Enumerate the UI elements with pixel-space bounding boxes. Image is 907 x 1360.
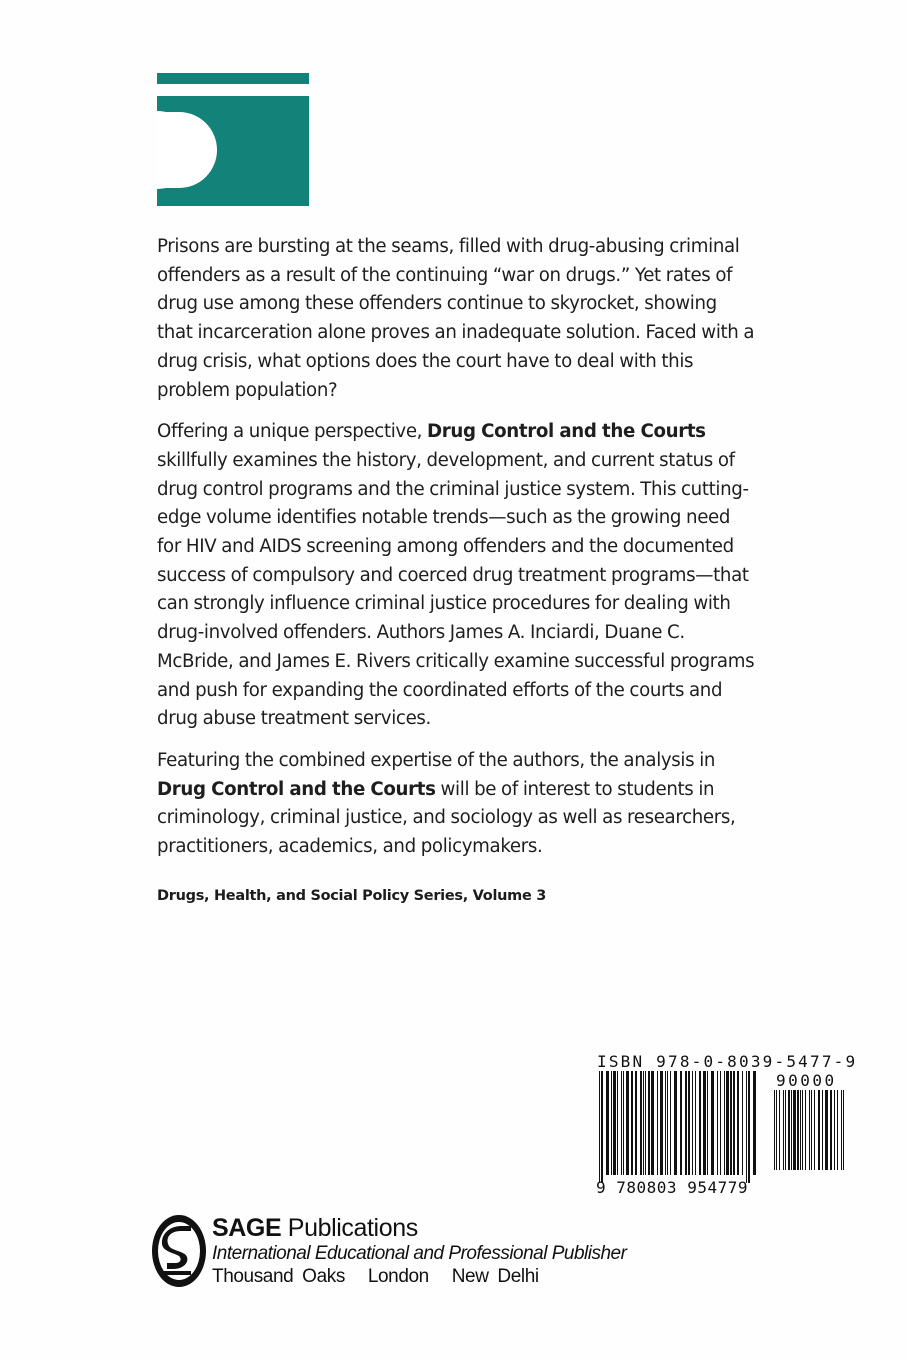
barcode-bar [645, 1071, 646, 1175]
barcode-bar [717, 1071, 718, 1175]
p2-text-pre: Offering a unique perspective, [157, 421, 428, 443]
p3-text-post: will be of interest to students in criminology, criminal justice, and sociology as well as researchers, practitioners, academics, and policymakers. [157, 778, 736, 858]
barcode-bar [611, 1071, 612, 1175]
barcode-bar [651, 1071, 654, 1175]
barcode-bar [640, 1071, 642, 1175]
barcode-bar [811, 1090, 812, 1170]
barcode-bar [797, 1090, 799, 1170]
p2-text-post: skillfully examines the history, development, and current status of drug control programs and the criminal justice system. This cutting-edge volume identifies notable trends—such as the growing need for HIV and AIDS screening among offenders and the documented success of compulsory and coerced drug treatment programs—that can strongly influence criminal justice procedures for dealing with drug-involved offenders. Authors James A. Inciardi, Duane C. McBride, and James E. Rivers critically examine successful programs and push for expanding the coordinated efforts of the courts and drug abuse treatment services. [157, 449, 755, 730]
barcode-bar [617, 1071, 618, 1175]
barcode-bar [793, 1090, 796, 1170]
barcode-bar [635, 1071, 637, 1175]
barcode-bar [724, 1071, 725, 1175]
publisher-name-bold: SAGE [212, 1214, 282, 1242]
barcode-bar [776, 1090, 777, 1170]
barcode-bar [599, 1071, 600, 1183]
publisher-name-rest: Publications [281, 1214, 418, 1242]
barcode-bar [685, 1071, 687, 1175]
barcode-bar [711, 1071, 714, 1175]
p3-text-pre: Featuring the combined expertise of the authors, the analysis in [157, 749, 716, 771]
barcode-bar [621, 1071, 622, 1175]
barcode-bar [720, 1071, 721, 1175]
barcode-bar [748, 1071, 750, 1183]
barcode-bar [791, 1090, 792, 1170]
barcode-bar [774, 1090, 775, 1170]
barcode-bar [670, 1071, 671, 1175]
barcode-bar [737, 1071, 739, 1175]
city: London [367, 1266, 429, 1287]
book-title: Drug Control and the Courts [427, 421, 706, 443]
barcode-bar [841, 1090, 842, 1170]
barcode-bar [834, 1090, 835, 1170]
teal-square-half-circle-icon [157, 73, 309, 206]
publisher-tagline: International Educational and Professional Publisher [212, 1243, 627, 1264]
barcode-bar [783, 1090, 784, 1170]
barcode-bar [688, 1071, 690, 1175]
publisher-name [212, 1214, 418, 1243]
barcode-bar [680, 1071, 682, 1175]
barcode-bar [843, 1090, 844, 1170]
publisher-cities [212, 1266, 553, 1288]
barcode-bar [753, 1071, 756, 1175]
barcode-bar [814, 1090, 815, 1170]
barcode-bar [699, 1071, 701, 1175]
city: New Delhi [451, 1266, 539, 1287]
barcode-bar [809, 1090, 810, 1170]
paragraph-2 [157, 418, 757, 734]
barcode-bar [802, 1090, 803, 1170]
barcode-bar [695, 1071, 696, 1175]
barcode-bar [657, 1071, 658, 1175]
isbn-text: ISBN 978-0-8039-5477-9 [597, 1052, 858, 1071]
barcode-bar [730, 1071, 732, 1175]
barcode-bar [626, 1071, 629, 1175]
barcode-bar [606, 1071, 609, 1175]
barcode-bar [623, 1071, 624, 1175]
barcode-bar [785, 1090, 786, 1170]
description [157, 233, 757, 875]
barcode-bar [665, 1071, 666, 1175]
barcode-bar [601, 1071, 603, 1183]
barcode-bar [631, 1071, 633, 1175]
barcode-bar [733, 1071, 735, 1175]
barcode-bar [822, 1090, 823, 1170]
barcode-bar [818, 1090, 820, 1170]
barcode-bar [837, 1090, 838, 1170]
sage-s-logo-icon [151, 1213, 207, 1289]
paragraph-3 [157, 747, 757, 862]
barcode-bar [648, 1071, 650, 1175]
barcode-bar [830, 1090, 832, 1170]
barcode-bar [613, 1071, 616, 1175]
barcode-bar [779, 1090, 780, 1170]
barcode-bar [788, 1090, 790, 1170]
price-barcode-icon [772, 1090, 848, 1178]
isbn-barcode-icon [597, 1071, 757, 1183]
barcode-bar [707, 1071, 708, 1175]
barcode-bar [692, 1071, 693, 1175]
city: Thousand Oaks [212, 1266, 345, 1287]
barcode-bar [805, 1090, 806, 1170]
barcode-bar [643, 1071, 644, 1175]
barcode-bar [667, 1071, 668, 1175]
series-line: Drugs, Health, and Social Policy Series, Volume 3 [157, 888, 547, 904]
barcode-bar [703, 1071, 706, 1175]
paragraph-1: Prisons are bursting at the seams, filled with drug-abusing criminal offenders as a result of the continuing “war on drugs.” Yet rates of drug use among these offenders continue to skyrocket, showing that incarceration alone proves an inadequate solution. Faced with a drug crisis, what options does the court have to deal with this problem population? [157, 236, 755, 401]
barcode-bar [800, 1090, 801, 1170]
barcode-bar [746, 1071, 747, 1183]
barcode-bar [726, 1071, 729, 1175]
barcode-bar [660, 1071, 663, 1175]
barcode-bar [742, 1071, 743, 1175]
book-title: Drug Control and the Courts [157, 778, 436, 800]
barcode-bar [674, 1071, 677, 1175]
barcode-digits: 9 780803 954779 [596, 1178, 748, 1197]
price-code: 90000 [776, 1071, 837, 1090]
barcode-bar [825, 1090, 828, 1170]
